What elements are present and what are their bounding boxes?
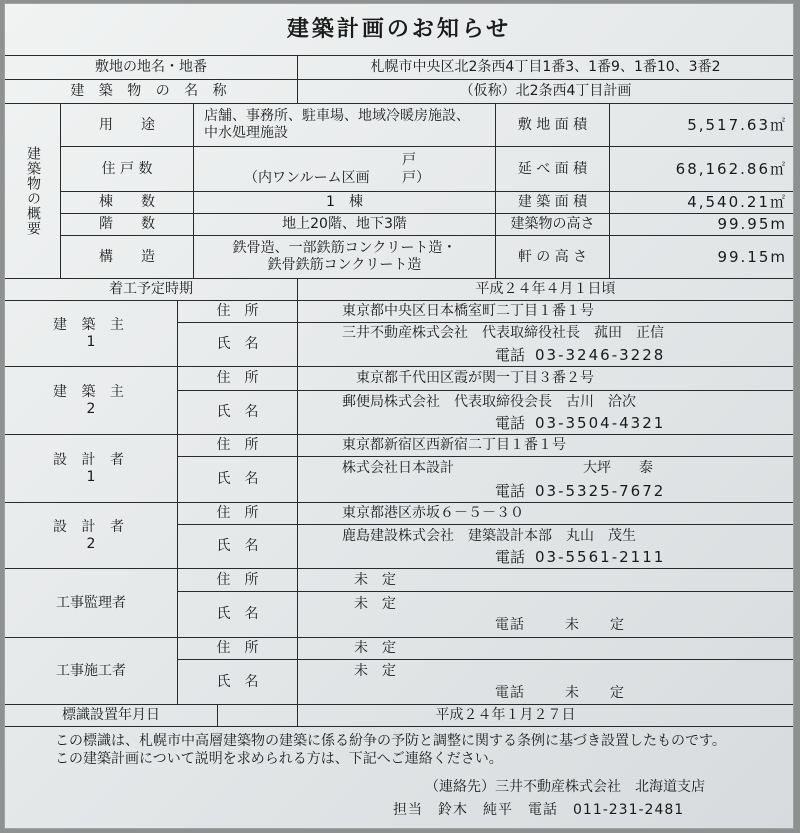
party-name: 未 定 [354,596,396,612]
party-address: 東京都新宿区西新宿二丁目１番１号 [342,437,566,453]
name-label: 氏 名 [216,606,259,622]
eave-height-label: 軒 の 高 さ [517,248,588,265]
building-name-value: （仮称）北2条西4丁目計画 [459,83,632,99]
party-name: 株式会社日本設計 [342,460,454,476]
name-label: 氏 名 [216,471,259,487]
address-label: 住 所 [216,437,259,453]
party-tel: 電話 03-3246-3228 [495,346,666,364]
party-label: 工事施工者 [56,662,126,679]
address-label: 住 所 [216,370,259,386]
note-line-1: この標識は、札幌市中高層建築物の建築に係る紛争の予防と調整に関する条例に基づき設置したものです。 [55,733,726,749]
structure-label: 構 造 [99,248,155,265]
party-tel: 電話 03-3504-4321 [495,414,666,432]
contact-line-1: （連絡先）三井不動産株式会社 北海道支店 [425,779,705,795]
page-title: 建築計画のお知らせ [286,17,512,42]
use-value: 店舗、事務所、駐車場、地域冷暖房施設、 中水処理施設 [204,108,470,141]
name-label: 氏 名 [216,404,259,420]
buildings-value: 1 棟 [326,194,363,210]
notice-board [4,3,794,829]
floors-value: 地上20階、地下3階 [282,216,407,232]
eave-height-value: 99.15m [717,247,787,266]
address-label: 住 所 [216,303,259,319]
structure-value: 鉄骨造、一部鉄筋コンクリート造・ 鉄骨鉄筋コンクリート造 [232,240,457,273]
address-label: 住 所 [216,571,259,588]
name-label: 氏 名 [216,538,259,554]
buildings-label: 棟 数 [99,194,155,210]
building-area-label: 建 築 面 積 [517,194,588,210]
address-label: 住 所 [216,505,259,521]
party-label: 設 計 者 1 [53,451,129,485]
site-area-value: 5,517.63㎡ [687,115,787,134]
party-address: 未 定 [354,640,396,656]
party-person: 大坪 泰 [583,460,653,476]
floor-area-value: 68,162.86㎡ [675,159,787,178]
party-address: 東京都港区赤坂６－５－３０ [342,505,524,521]
floor-area-label: 延 べ 面 積 [517,160,588,177]
party-name: 郵便局株式会社 代表取締役会長 古川 洽次 [342,394,636,410]
site-value: 札幌市中央区北2条西4丁目1番3、1番9、1番10、3番2 [370,59,721,75]
sign-date-label: 標識設置年月日 [62,707,160,723]
party-tel: 電話 未 定 [495,617,625,633]
party-label: 設 計 者 2 [53,518,129,552]
start-label: 着工予定時期 [109,281,193,297]
party-name: 三井不動産株式会社 代表取締役社長 菰田 正信 [342,325,664,341]
units-value: 戸 （内ワンルーム区画 戸） [244,152,430,186]
note-line-2: この建築計画について説明を求められる方は、下記へご連絡ください。 [55,751,503,767]
party-name: 未 定 [354,663,396,679]
height-label: 建築物の高さ [510,216,595,232]
site-label: 敷地の地名・地番 [95,59,207,75]
name-label: 氏 名 [216,336,259,352]
overview-label: 建築物の概要 [25,146,41,236]
party-tel: 電話 未 定 [495,685,625,701]
floors-label: 階 数 [99,216,155,232]
party-label: 工事監理者 [56,594,126,611]
contact-line-2: 担当 鈴木 純平 電話 011-231-2481 [393,802,685,818]
site-area-label: 敷 地 面 積 [517,116,588,133]
party-address: 東京都中央区日本橋室町二丁目１番１号 [342,303,594,319]
units-label: 住 戸 数 [101,160,153,177]
start-value: 平成２４年４月１日頃 [475,281,616,297]
name-label: 氏 名 [216,673,259,690]
party-tel: 電話 03-5325-7672 [495,482,666,500]
sign-date-value: 平成２４年１月２７日 [435,707,576,723]
party-name: 鹿島建設株式会社 建築設計本部 丸山 茂生 [342,528,636,544]
address-label: 住 所 [216,640,259,656]
party-label: 建 築 主 2 [53,383,129,417]
building-area-value: 4,540.21㎡ [687,193,787,211]
building-name-label: 建 築 物 の 名 称 [70,83,232,99]
party-label: 建 築 主 1 [53,316,129,350]
party-address: 東京都千代田区霞が関一丁目３番２号 [356,370,594,386]
height-value: 99.95m [717,215,787,233]
party-tel: 電話 03-5561-2111 [495,548,666,566]
use-label: 用 途 [99,116,155,133]
party-address: 未 定 [354,571,396,588]
